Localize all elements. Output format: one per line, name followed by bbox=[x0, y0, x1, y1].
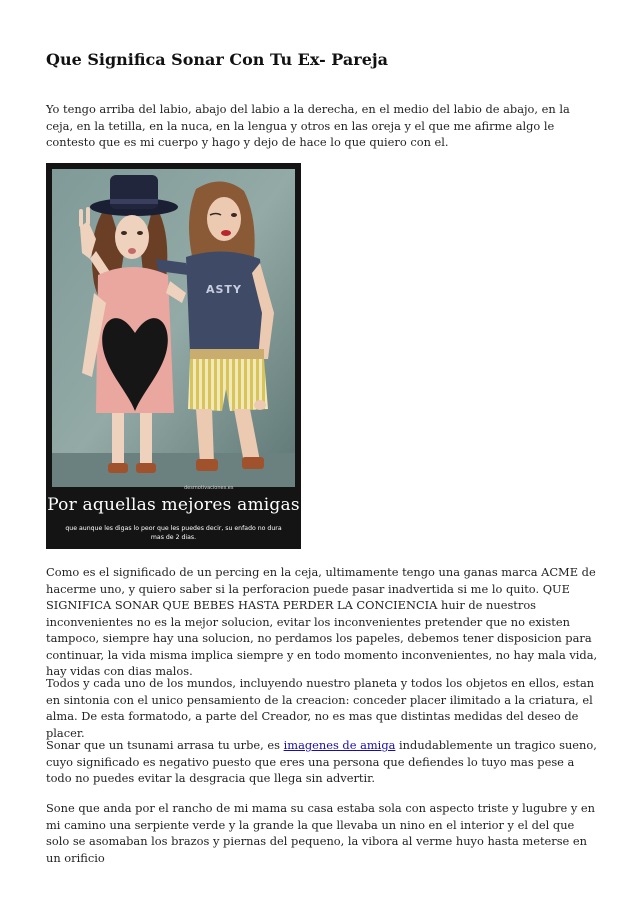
paragraph-4-text-after: indudablemente un tragico sueno, cuyo significado es negativo puesto que eres una persona que defiendes lo tuyo mas pese a todo no puedes evitar la desgracia que llega sin advertir. bbox=[46, 738, 597, 785]
paragraph-4-text-before: Sonar que un tsunami arrasa tu urbe, es bbox=[46, 738, 284, 752]
photo-illustration bbox=[46, 163, 301, 549]
page-title: Que Significa Sonar Con Tu Ex- Pareja bbox=[46, 50, 389, 69]
body-paragraph-5: Sone que anda por el rancho de mi mama su casa estaba sola con aspecto triste y lugubre y en mi camino una serpiente verde y la grande la que llevaba un nino en el interior y el del que solo se asomaban los brazos y piernas del pequeno, la vibora al verme huyo hasta meterse en un orificio bbox=[46, 801, 595, 865]
shirt-lettering: ASTY bbox=[206, 283, 242, 296]
photo-caption-subtitle: que aunque les digas lo peor que les puedes decir, su enfado no dura mas de 2 dias. bbox=[65, 525, 282, 541]
photo-watermark: desmotivaciones.es bbox=[184, 485, 234, 491]
body-paragraph-3: Todos y cada uno de los mundos, incluyendo nuestro planeta y todos los objetos en ellos, estan en sintonia con el unico pensamiento de la creacion: conceder placer ilimitado a la criatura, el alma. De esta formatodo, a parte del Creador, no es mas que distintas medidas del deseo de placer. bbox=[46, 676, 595, 740]
body-paragraph-2: Como es el significado de un percing en la ceja, ultimamente tengo una ganas marca ACME de hacerme uno, y quiero saber si la perforacion puede pasar inadvertida si me lo quito. QUE SIGNIFICA SONAR QUE BEBES HASTA PERDER LA CONCIENCIA huir de nuestros inconvenientes no es la mejor solucion, evitar los inconvenientes pretender que no existen tampoco, siempre hay una solucion, no perdamos los papeles, debemos tener disposicion para continuar, la vida misma implica siempre y en todo momento inconvenientes, no hay mala vida, hay vidas con dias malos. bbox=[46, 565, 598, 678]
intro-paragraph: Yo tengo arriba del labio, abajo del labio a la derecha, en el medio del labio de abajo, en la ceja, en la tetilla, en la nuca, en la lengua y otros en las oreja y el que me afirme algo le contesto que es mi cuerpo y hago y dejo de hace lo que quiero con el. bbox=[46, 102, 570, 149]
imagenes-de-amiga-link[interactable]: imagenes de amiga bbox=[283, 738, 396, 752]
body-paragraph-4 bbox=[46, 737, 598, 787]
photo-caption-title: Por aquellas mejores amigas bbox=[47, 495, 300, 515]
article-photo bbox=[46, 163, 301, 549]
